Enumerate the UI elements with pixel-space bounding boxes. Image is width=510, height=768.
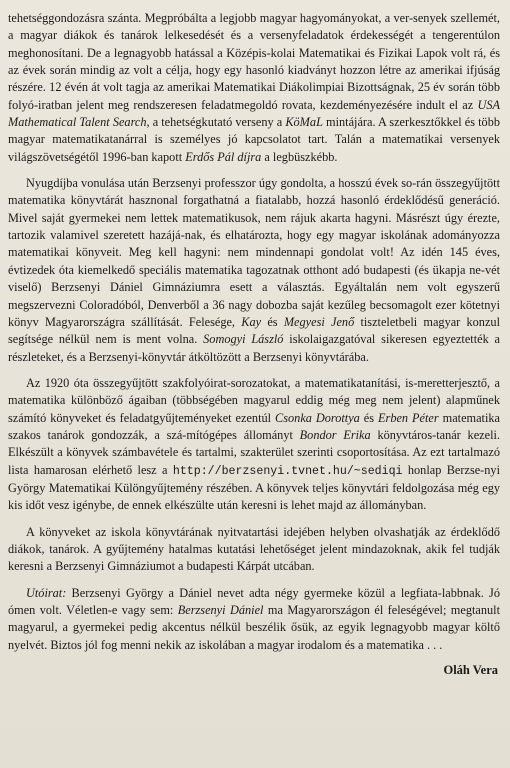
- text-run: és: [359, 410, 379, 425]
- paragraph-1: [8, 10, 500, 166]
- text-run: iskolaigazgatóval sikeresen egyeztették a részleteket, és a Berzsenyi-könyvtár átköltözött a Berzsenyi könyvtárába.: [8, 332, 501, 364]
- author-signature: Oláh Vera: [443, 663, 498, 678]
- name-kay: Kay: [241, 314, 262, 329]
- paragraph-postscript: [8, 585, 500, 654]
- komal-title: KöMaL: [285, 115, 323, 130]
- postscript-label: Utóirat:: [26, 585, 67, 600]
- paragraph-4: A könyveket az iskola könyvtárának nyitvatartási idejében helyben olvashatják az érdeklődő diákok, tanárok. A gyűjtemény hatalmas kutatási lehetőséget jelent mindazoknak, akik fel tudják keresni a Berzsenyi Gimnáziumot a budapesti Kárpát utcában.: [8, 524, 500, 574]
- text-run: könyvtáros-tanár kezeli. Elkészült a könyvek számbavétele és tartalmi, szakterület szerinti csoportosítása. Az ezt tartalmazó lista hamarosan elérhető lesz a: [8, 427, 500, 477]
- text-run: matematika szakos tanárok gondozzák, a szá-mítógépes állományt: [8, 410, 500, 442]
- name-csonka: Csonka Dorottya: [275, 410, 360, 425]
- library-url[interactable]: http://berzsenyi.tvnet.hu/~sediqi: [172, 464, 403, 478]
- paragraph-2: [8, 175, 500, 366]
- text-run: mintájára. A szerkesztőkkel és több magyar matematikatanárral is személyes jó kapcsolatot tart. Talán a matematikai versenyek világszövetségétől 1996-ban kapott: [8, 115, 500, 164]
- name-somogyi: Somogyi László: [203, 332, 284, 347]
- name-bondor: Bondor Erika: [299, 427, 371, 442]
- text-run: tiszteletbeli magyar konzul segítsége nélkül nem is ment volna.: [8, 314, 500, 347]
- text-run: és: [261, 314, 284, 329]
- text-run: Nyugdíjba vonulása után Berzsenyi professzor úgy gondolta, a hosszú évek so-rán összegyűjtött matematika könyvtárát hasznonal forgathatná a fiatalabb, hozzá hasonló érdeklődésű generáció. Mivel saját gyermekei nem lettek matematikusok, nem rájuk akarta hagyni. Másrészt úgy érezte, tartozik valamivel szeretett hazájá-nak, és elhatározta, hogy egy magyar iskolának adományozza matematikai könyveit. Meg kell hagyni: nem mindennapi gondolat volt! Az idén 145 éves, évtizedek óta kiemelkedő speciális matematika tagozatnak otthont adó budapesti (és ükapja ne-vét viselő) Berzsenyi Dániel Gimnáziumra esett a választás. Egyáltalán nem volt egyszerű megszervezni Coloradóból, Denverből a 36 nagy dobozba saját kezűleg becsomagolt ezer kötetnyi könyv Magyarországra szállítását. Felesége,: [8, 176, 500, 329]
- paragraph-3: [8, 375, 500, 515]
- name-megyesi: Megyesi Jenő: [283, 314, 355, 329]
- text-run: honlap Berzse-nyi György Matematikai Különgyűjtemény részében. A könyvek teljes könyvtári feldolgozása még egy kis időt vesz igénybe, de ennek elkészülte után keresni is lehet majd az állományban.: [8, 462, 500, 513]
- name-erben: Erben Péter: [378, 410, 439, 425]
- text-run: tehetséggondozásra szánta. Megpróbálta a legjobb magyar hagyományokat, a ver-senyek szellemét, a magyar diákok és tanárok lelkesedését és a versenyfeladatok érdekességét a tengerentúlon meghonosítani. De a legnagyobb hatással a Középis-kolai Matematikai és Fizikai Lapok volt rá, és az évek során mindig az volt a célja, hogy egy hasonló kiadványt hozzon létre az amerikai ifjúság részére. 12 évén át volt tagja az amerikai Matematikai Diákolimpiai Bizottságnak, 25 év során több folyó-iratban jelent meg rendszeresen feladatmegoldó rovata, kezdeményezésére indult el az: [8, 11, 500, 112]
- name-daniel: Berzsenyi Dániel: [177, 603, 264, 617]
- text-run: a legbüszkébb.: [261, 149, 338, 164]
- text-run: , a tehetségkutató verseny a: [146, 115, 286, 130]
- usamts-title: USA Mathematical Talent Search: [8, 97, 500, 130]
- text-run: Berzsenyi György a Dániel nevet adta négy gyermeke közül a legfiata-labbnak. Jó ómen volt. Véletlen-e vagy sem:: [8, 585, 500, 617]
- text-run: ma Magyarországon él feleségével; megtanult magyarul, a gyermekei pedig akcentus nélkül beszélik ősük, az egyik legnagyobb magyar költő nyelvét. Biztos jól fog menni nekik az iskolában a magyar irodalom és a matematika . . .: [8, 603, 500, 652]
- erdos-prize: Erdős Pál díjra: [185, 149, 262, 164]
- text-run: Az 1920 óta összegyűjtött szakfolyóirat-sorozatokat, a matematikatanítási, is-meretterjesztő, a matematika különböző ágaiban (többségében magyarul eddig még meg nem jelent) alapműnek számító könyveket és feladatgyűjteményeket ezentúl: [8, 375, 500, 425]
